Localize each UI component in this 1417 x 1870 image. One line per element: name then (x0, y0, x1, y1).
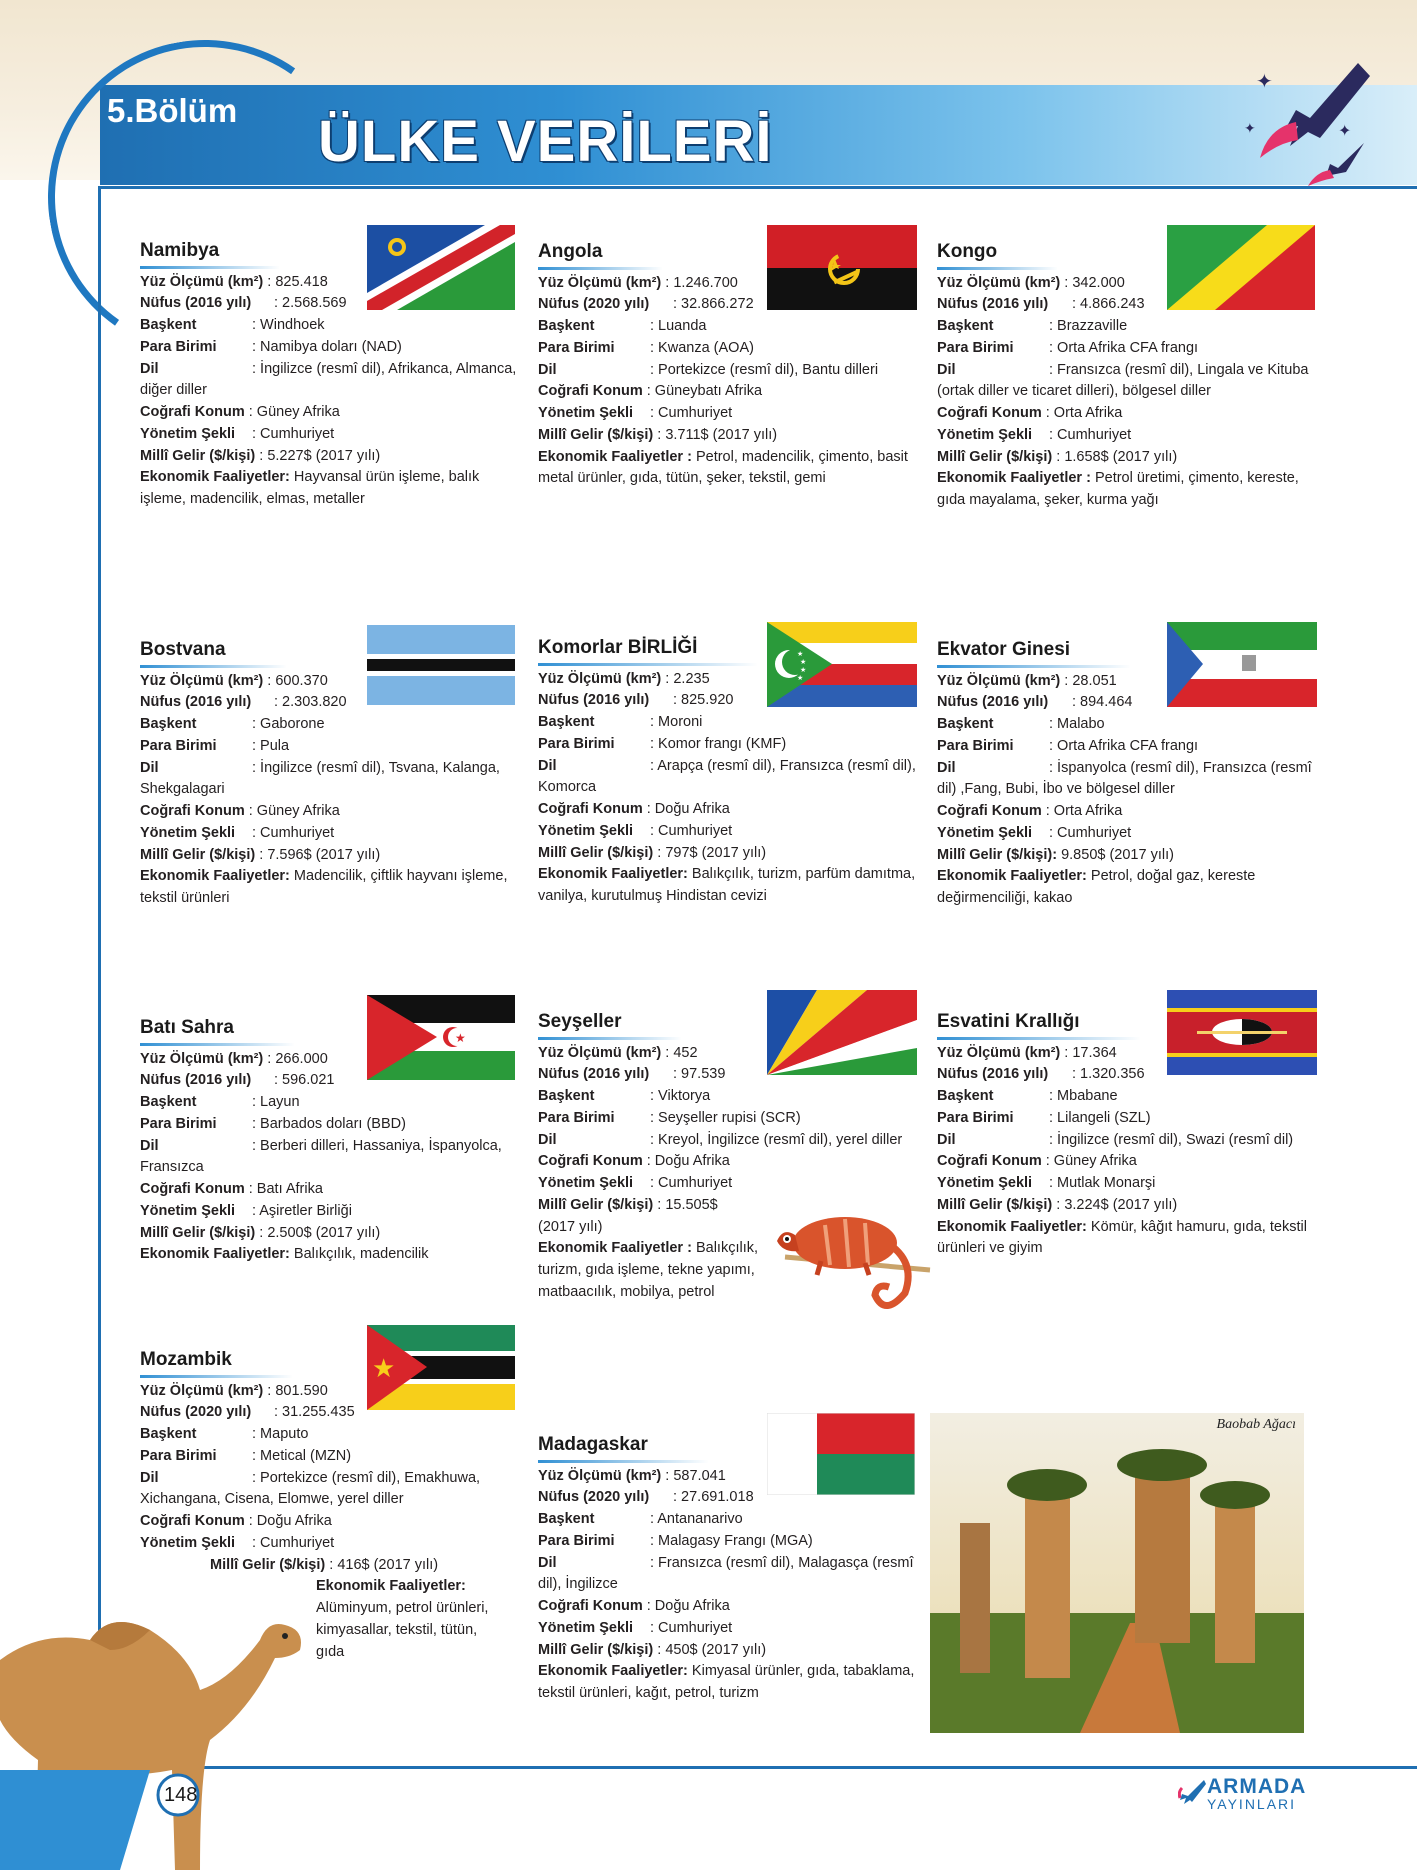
field-label: Dil (937, 759, 956, 776)
field-label: Dil (538, 1131, 557, 1148)
field-value: : 3.224$ (2017 yılı) (1056, 1196, 1178, 1213)
field-label: Nüfus (2016 yılı) (140, 1072, 252, 1089)
field-label: Yönetim Şekli (538, 1619, 634, 1636)
field-label: Para Birimi (538, 339, 615, 356)
field-value: : Portekizce (resmî dil), Emakhuwa, Xichangana, Cisena, Elomwe, yerel diller (140, 1469, 481, 1508)
field-label: Millî Gelir ($/kişi) (140, 846, 256, 863)
field-label: Coğrafi Konum (140, 803, 245, 819)
country-card-batisahra (140, 1014, 525, 1266)
field-value: : Doğu Afrika (646, 801, 730, 817)
field-label: Yönetim Şekli (937, 426, 1033, 443)
field-value: : Güney Afrika (248, 404, 340, 420)
field-label: Dil (140, 360, 159, 377)
field-label: Millî Gelir ($/kişi) (538, 1641, 654, 1658)
svg-text:✦: ✦ (1338, 123, 1352, 140)
field-value: : Moroni (650, 714, 703, 730)
field-value: : 17.364 (1064, 1044, 1117, 1061)
field-value: : Pula (252, 737, 290, 754)
field-value: Madencilik, çiftlik hayvanı işleme, tekstil ürünleri (140, 868, 508, 906)
field-label: Para Birimi (538, 1532, 615, 1549)
field-label: Ekonomik Faaliyetler : (937, 470, 1091, 487)
field-label: Başkent (538, 1088, 595, 1104)
field-value: : Doğu Afrika (646, 1598, 730, 1614)
field-value: : İngilizce (resmî dil), Afrikanca, Almanca, diğer diller (140, 360, 517, 399)
field-label: Dil (538, 757, 557, 774)
field-value: : 3.711$ (2017 yılı) (657, 426, 778, 443)
section-label: 5.Bölüm (107, 92, 238, 129)
field-value: : Kwanza (AOA) (650, 339, 754, 356)
field-value: : Mutlak Monarşi (1049, 1175, 1156, 1191)
field-value: : Cumhuriyet (650, 1175, 733, 1191)
country-name: Angola (538, 238, 662, 270)
country-card-bostvana (140, 636, 525, 910)
field-label: Nüfus (2016 yılı) (140, 694, 252, 711)
field-value: : Namibya doları (NAD) (252, 338, 402, 355)
field-label: Para Birimi (140, 338, 217, 355)
field-label: Ekonomik Faaliyetler: (538, 1663, 688, 1680)
field-label: Para Birimi (937, 1109, 1014, 1126)
field-value: : 2.568.569 (274, 295, 347, 312)
field-value: : 797$ (2017 yılı) (657, 844, 767, 861)
field-value: : 15.505$ (2017 yılı) (538, 1196, 718, 1235)
field-value: Petrol, madencilik, çimento, basit metal ürünler, gıda, tütün, şeker, tekstil, gemi (538, 448, 908, 487)
country-name: Kongo (937, 238, 1057, 270)
svg-text:★: ★ (800, 667, 807, 674)
field-label: Başkent (937, 716, 994, 732)
field-value: : 596.021 (274, 1072, 335, 1089)
field-value: : Orta Afrika CFA frangı (1049, 737, 1199, 754)
field-value: Kimyasal ürünler, gıda, tabaklama, tekstil ürünleri, kağıt, petrol, turizm (538, 1663, 915, 1701)
field-label: Ekonomik Faaliyetler : (538, 448, 692, 465)
field-label: Coğrafi Konum (937, 1153, 1042, 1170)
field-label: Başkent (937, 1088, 994, 1104)
field-value: : 97.539 (673, 1066, 726, 1083)
svg-text:★: ★ (797, 651, 804, 658)
field-label: Coğrafi Konum (937, 405, 1042, 421)
field-value: Hayvansal ürün işleme, balık işleme, madencilik, elmas, metaller (140, 469, 480, 507)
field-label: Dil (937, 1131, 956, 1148)
field-label: Millî Gelir ($/kişi) (538, 1196, 654, 1213)
armada-logo-icon (1178, 1778, 1206, 1804)
field-value: : Fransızca (resmî dil), Malagasça (resmî dil), İngilizce (538, 1554, 914, 1593)
field-value: : 32.866.272 (673, 296, 754, 313)
field-label: Millî Gelir ($/kişi) (538, 426, 654, 443)
field-value: Balıkçılık, madencilik (293, 1246, 429, 1263)
field-label: Nüfus (2016 yılı) (937, 694, 1049, 711)
field-label: Yüz Ölçümü (km²) (538, 274, 662, 291)
field-label: Para Birimi (538, 735, 615, 752)
field-label: Dil (937, 361, 956, 378)
svg-text:★: ★ (455, 1031, 466, 1045)
field-value: : Layun (252, 1094, 300, 1110)
field-value: : Antananarivo (650, 1511, 743, 1527)
field-label: Yönetim Şekli (538, 405, 634, 421)
field-label: Başkent (140, 1094, 197, 1110)
field-value: Petrol, doğal gaz, kereste değirmenciliği, kakao (937, 868, 1256, 906)
field-label: Ekonomik Faaliyetler: (316, 1578, 466, 1595)
field-value: 9.850$ (2017 yılı) (1061, 846, 1174, 863)
field-value: : Malagasy Frangı (MGA) (650, 1532, 813, 1549)
country-name: Komorlar BİRLİĞİ (538, 634, 757, 666)
field-label: Yüz Ölçümü (km²) (140, 672, 264, 689)
field-value: Petrol üretimi, çimento, kereste, gıda mayalama, şeker, kurma yağı (937, 470, 1299, 508)
field-value: : 1.320.356 (1072, 1066, 1145, 1083)
field-value: : Cumhuriyet (650, 822, 733, 839)
field-label: Dil (538, 1554, 557, 1571)
field-value: : 2.500$ (2017 yılı) (259, 1224, 381, 1241)
field-label: Yüz Ölçümü (km²) (140, 1050, 264, 1067)
field-value: : 801.590 (267, 1382, 328, 1399)
field-label: Dil (140, 759, 159, 776)
field-label: Yüz Ölçümü (km²) (140, 1382, 264, 1399)
country-card-angola (538, 238, 923, 490)
field-label: Yönetim Şekli (937, 824, 1033, 841)
field-value: : Orta Afrika (1045, 405, 1123, 421)
country-card-komorlar (538, 634, 923, 908)
field-label: Yönetim Şekli (140, 1534, 236, 1551)
field-label: Yüz Ölçümü (km²) (937, 274, 1061, 291)
brand-name: ARMADA (1207, 1775, 1307, 1798)
field-label: Başkent (538, 1511, 595, 1527)
field-label: Yüz Ölçümü (km²) (937, 1044, 1061, 1061)
field-label: Nüfus (2020 yılı) (538, 1489, 650, 1506)
field-value: : Malabo (1049, 716, 1105, 732)
field-value: : Luanda (650, 318, 707, 334)
field-label: Yönetim Şekli (140, 425, 236, 442)
field-label: Millî Gelir ($/kişi) (937, 448, 1053, 465)
field-label: Başkent (937, 318, 994, 334)
field-label: Yönetim Şekli (538, 822, 634, 839)
field-label: Coğrafi Konum (140, 404, 245, 420)
field-value: : Brazzaville (1049, 318, 1128, 334)
field-value: : 31.255.435 (274, 1404, 355, 1421)
field-label: Nüfus (2016 yılı) (140, 295, 252, 312)
field-label: Nüfus (2020 yılı) (538, 296, 650, 313)
field-label: Para Birimi (937, 339, 1014, 356)
brand-subtitle: YAYINLARI (1207, 1796, 1297, 1812)
frame-top (100, 186, 1417, 189)
country-name: Mozambik (140, 1346, 292, 1378)
country-name: Ekvator Ginesi (937, 636, 1130, 668)
field-value: Alüminyum, petrol ürünleri, kimyasallar, tekstil, tütün, gıda (316, 1600, 489, 1660)
field-label: Coğrafi Konum (937, 803, 1042, 819)
field-value: : Doğu Afrika (248, 1513, 332, 1529)
field-value: : Arapça (resmî dil), Fransızca (resmî dil), Komorca (538, 757, 916, 796)
field-label: Coğrafi Konum (538, 383, 643, 400)
field-value: Kömür, kâğıt hamuru, gıda, tekstil ürünleri ve giyim (937, 1218, 1307, 1257)
field-label: Millî Gelir ($/kişi) (210, 1556, 326, 1573)
field-label: Para Birimi (937, 737, 1014, 754)
field-label: Para Birimi (140, 737, 217, 754)
field-label: Dil (140, 1137, 159, 1154)
field-label: Ekonomik Faaliyetler: (140, 868, 290, 885)
field-label: Başkent (538, 714, 595, 730)
country-name: Esvatini Krallığı (937, 1008, 1140, 1040)
field-value: : Metical (MZN) (252, 1447, 352, 1464)
field-label: Para Birimi (140, 1447, 217, 1464)
field-label: Millî Gelir ($/kişi) (937, 1196, 1053, 1213)
field-label: Nüfus (2016 yılı) (538, 1066, 650, 1083)
field-value: : 1.246.700 (665, 274, 738, 291)
field-value: : Viktorya (650, 1088, 711, 1104)
country-card-kongo (937, 238, 1322, 512)
field-label: Yönetim Şekli (937, 1175, 1033, 1191)
country-name: Batı Sahra (140, 1014, 294, 1046)
page-number: 148 (164, 1784, 198, 1806)
field-label: Para Birimi (538, 1109, 615, 1126)
country-card-madagaskar (538, 1431, 923, 1705)
field-value: Balıkçılık, turizm, parfüm damıtma, vanilya, kurutulmuş Hindistan cevizi (538, 866, 916, 904)
svg-text:★: ★ (797, 675, 804, 682)
country-card-esvatini (937, 1008, 1322, 1260)
field-label: Coğrafi Konum (140, 1513, 245, 1529)
field-value: : 600.370 (267, 672, 328, 689)
field-value: : Mbabane (1049, 1088, 1118, 1104)
field-value: : 1.658$ (2017 yılı) (1056, 448, 1178, 465)
field-label: Millî Gelir ($/kişi) (140, 447, 256, 464)
field-value: : 28.051 (1064, 672, 1117, 689)
field-label: Başkent (140, 1426, 197, 1442)
field-label: Dil (140, 1469, 159, 1486)
field-value: : Cumhuriyet (252, 425, 335, 442)
field-label: Başkent (538, 318, 595, 334)
field-value: : İngilizce (resmî dil), Swazi (resmî dil) (1049, 1131, 1294, 1148)
field-value: : Cumhuriyet (1049, 824, 1132, 841)
field-value: : Orta Afrika CFA frangı (1049, 339, 1199, 356)
field-value: : 894.464 (1072, 694, 1133, 711)
field-value: : İspanyolca (resmî dil), Fransızca (resmî dil) ,Fang, Bubi, İbo ve bölgesel diller (937, 759, 1312, 798)
field-label: Para Birimi (140, 1115, 217, 1132)
field-value: : Maputo (252, 1426, 309, 1442)
field-value: : 266.000 (267, 1050, 328, 1067)
field-label: Ekonomik Faaliyetler : (538, 1240, 692, 1257)
field-value: : 7.596$ (2017 yılı) (259, 846, 381, 863)
field-value: : Orta Afrika (1045, 803, 1123, 819)
field-label: Yönetim Şekli (140, 1202, 236, 1219)
page-title: ÜLKE VERİLERİ (318, 109, 773, 174)
field-label: Millî Gelir ($/kişi) (538, 844, 654, 861)
field-value: Balıkçılık, turizm, gıda işleme, tekne yapımı, matbaacılık, mobilya, petrol (538, 1240, 758, 1300)
field-label: Yönetim Şekli (538, 1175, 634, 1191)
field-value: : Seyşeller rupisi (SCR) (650, 1109, 801, 1126)
field-label: Ekonomik Faaliyetler: (140, 469, 290, 486)
field-label: Yüz Ölçümü (km²) (140, 273, 264, 290)
field-label: Yönetim Şekli (140, 824, 236, 841)
field-value: : 587.041 (665, 1467, 726, 1484)
field-value: : 416$ (2017 yılı) (329, 1556, 439, 1573)
country-name: Namibya (140, 237, 279, 269)
field-value: : 27.691.018 (673, 1489, 754, 1506)
field-label: Nüfus (2016 yılı) (937, 296, 1049, 313)
frame-left (98, 186, 101, 1766)
field-value: : Cumhuriyet (252, 824, 335, 841)
field-value: : Barbados doları (BBD) (252, 1115, 406, 1132)
field-label: Millî Gelir ($/kişi) (140, 1224, 256, 1241)
field-value: : Kreyol, İngilizce (resmî dil), yerel diller (650, 1131, 903, 1148)
field-label: Ekonomik Faaliyetler: (538, 866, 688, 883)
field-value: : 5.227$ (2017 yılı) (259, 447, 381, 464)
field-value: : Aşiretler Birliği (252, 1202, 352, 1219)
field-label: Ekonomik Faaliyetler: (937, 1218, 1087, 1235)
field-value: : 2.235 (665, 670, 710, 687)
field-label: Yüz Ölçümü (km²) (538, 1044, 662, 1061)
field-value: : Cumhuriyet (1049, 426, 1132, 443)
field-label: Yüz Ölçümü (km²) (538, 1467, 662, 1484)
field-value: : Batı Afrika (248, 1181, 323, 1197)
field-value: : Güney Afrika (248, 803, 340, 819)
country-card-namibya (140, 237, 525, 511)
field-label: Ekonomik Faaliyetler: (140, 1246, 290, 1263)
field-label: Nüfus (2016 yılı) (538, 692, 650, 709)
field-label: Coğrafi Konum (538, 801, 643, 817)
field-value: : Windhoek (252, 317, 325, 333)
svg-text:★: ★ (372, 1353, 396, 1383)
baobab-photo (930, 1413, 1304, 1733)
field-value: : Gaborone (252, 716, 325, 732)
field-value: : Lilangeli (SZL) (1049, 1109, 1151, 1126)
jets-icon (1238, 48, 1383, 188)
photo-caption: Baobab Ağacı (1216, 1417, 1296, 1432)
field-value: : Cumhuriyet (650, 1619, 733, 1636)
field-label: Millî Gelir ($/kişi): (937, 846, 1058, 863)
country-name: Bostvana (140, 636, 286, 668)
field-value: : 825.920 (673, 692, 734, 709)
field-label: Nüfus (2020 yılı) (140, 1404, 252, 1421)
svg-text:★: ★ (800, 659, 807, 666)
field-value: : 450$ (2017 yılı) (657, 1641, 767, 1658)
field-label: Yüz Ölçümü (km²) (937, 672, 1061, 689)
field-value: : 2.303.820 (274, 694, 347, 711)
svg-text:✦: ✦ (1244, 120, 1256, 136)
field-label: Dil (538, 361, 557, 378)
field-value: : Doğu Afrika (646, 1153, 730, 1170)
field-value: : İngilizce (resmî dil), Tsvana, Kalanga, Shekgalagari (140, 759, 500, 798)
field-value: : Fransızca (resmî dil), Lingala ve Kituba (ortak diller ve ticaret dilleri), bölgesel diller (937, 361, 1309, 400)
field-label: Ekonomik Faaliyetler: (937, 868, 1087, 885)
field-label: Nüfus (2016 yılı) (937, 1066, 1049, 1083)
field-value: : 452 (665, 1044, 698, 1061)
field-value: : Cumhuriyet (650, 405, 733, 421)
field-value: : Berberi dilleri, Hassaniya, İspanyolca, Fransızca (140, 1137, 502, 1176)
field-value: : Portekizce (resmî dil), Bantu dilleri (650, 361, 879, 378)
country-name: Seyşeller (538, 1008, 681, 1040)
field-value: : Komor frangı (KMF) (650, 735, 787, 752)
field-value: : Güneybatı Afrika (646, 383, 763, 400)
field-value: : Cumhuriyet (252, 1534, 335, 1551)
field-value: : 4.866.243 (1072, 296, 1145, 313)
field-value: : 342.000 (1064, 274, 1125, 291)
field-value: : Güney Afrika (1045, 1153, 1137, 1170)
svg-text:✦: ✦ (1256, 71, 1273, 93)
chameleon-illustration (765, 1195, 935, 1335)
country-card-ekvator (937, 636, 1322, 910)
field-label: Başkent (140, 317, 197, 333)
field-label: Başkent (140, 716, 197, 732)
field-label: Yüz Ölçümü (km²) (538, 670, 662, 687)
country-name: Madagaskar (538, 1431, 708, 1463)
field-label: Coğrafi Konum (140, 1181, 245, 1197)
field-label: Coğrafi Konum (538, 1153, 643, 1170)
field-value: : 825.418 (267, 273, 328, 290)
field-label: Coğrafi Konum (538, 1598, 643, 1614)
